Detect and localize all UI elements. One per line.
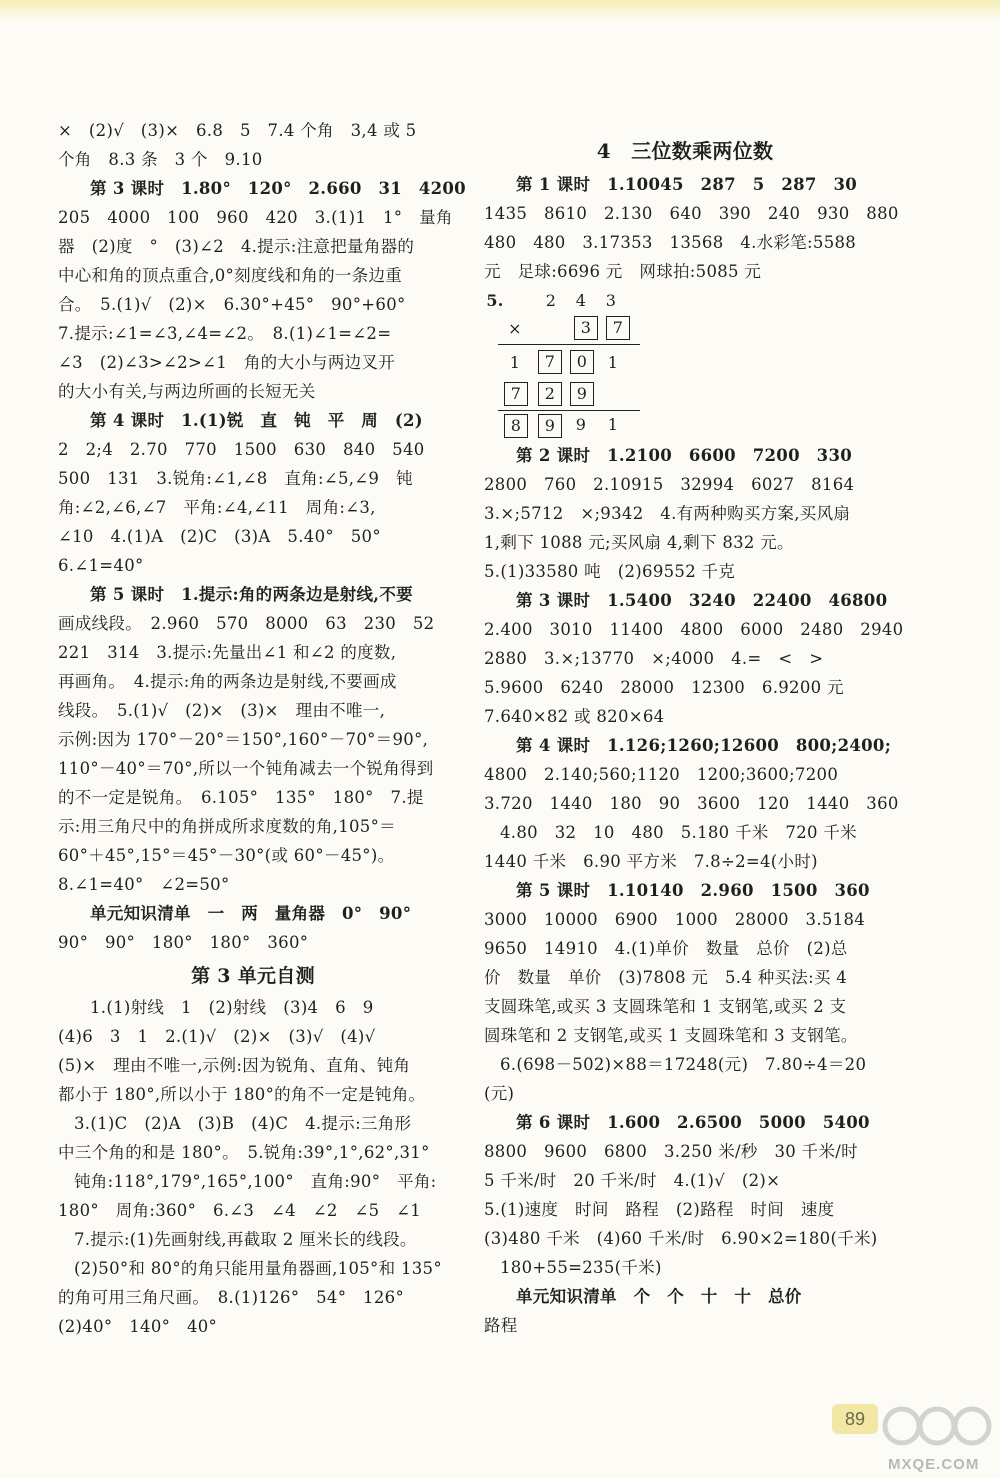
answer-line: 7.提示:(1)先画射线,再截取 2 厘米长的线段。 <box>74 1230 417 1249</box>
rule-line <box>498 410 640 411</box>
answer-line: 5.9600 6240 28000 12300 6.9200 元 <box>484 678 844 697</box>
answer-line: 480 480 3.17353 13568 4.水彩笔:5588 <box>484 233 857 252</box>
digit: 1 <box>607 353 619 372</box>
answer-line: 3.720 1440 180 90 3600 120 1440 360 <box>484 794 899 813</box>
digit: 4 <box>575 291 587 310</box>
answer-line: 示例:因为 170°－20°＝150°,160°－70°＝90°, <box>58 730 429 749</box>
answer-line: 205 4000 100 960 420 3.(1)1 1° 量角 <box>58 208 453 227</box>
digit: 2 <box>545 291 557 310</box>
unit-summary-line: 单元知识清单 个 个 十 十 总价 <box>516 1287 802 1306</box>
answer-line: 3.(1)C (2)A (3)B (4)C 4.提示:三角形 <box>74 1114 412 1133</box>
digit-box: 7 <box>538 350 562 374</box>
answer-line: 中心和角的顶点重合,0°刻度线和角的一条边重 <box>58 266 403 285</box>
digit-box: 3 <box>574 316 598 340</box>
answer-line: 画成线段。 2.960 570 8000 63 230 52 <box>58 614 435 633</box>
answer-line: 4800 2.140;560;1120 1200;3600;7200 <box>484 765 839 784</box>
answer-line: 都小于 180°,所以小于 180°的角不一定是钝角。 <box>58 1085 426 1104</box>
answer-line: 圆珠笔和 2 支钢笔,或买 1 支圆珠笔和 3 支钢笔。 <box>484 1026 858 1045</box>
times-sign: × <box>508 319 522 338</box>
digit-box: 9 <box>538 414 562 438</box>
answer-line: 器 (2)度 ° (3)∠2 4.提示:注意把量角器的 <box>58 237 415 256</box>
digit-box: 7 <box>606 316 630 340</box>
watermark-text: MXQE.COM <box>888 1456 980 1473</box>
answer-line: 180° 周角:360° 6.∠3 ∠4 ∠2 ∠5 ∠1 <box>58 1201 422 1220</box>
vertical-multiplication <box>484 290 886 435</box>
section-title: 第 3 单元自测 <box>191 965 315 987</box>
answer-line: 元 足球:6696 元 网球拍:5085 元 <box>484 262 762 281</box>
answer-line: 110°－40°＝70°,所以一个钝角减去一个锐角得到 <box>58 759 434 778</box>
answer-line: 线段。 5.(1)√ (2)× (3)× 理由不唯一, <box>58 701 386 720</box>
left-column <box>58 116 466 1341</box>
answer-line: 180+55=235(千米) <box>500 1258 662 1277</box>
digit-box: 2 <box>538 382 562 406</box>
answer-line: 90° 90° 180° 180° 360° <box>58 933 309 952</box>
answer-line: 1440 千米 6.90 平方米 7.8÷2=4(小时) <box>484 852 818 871</box>
answer-line: (4)6 3 1 2.(1)√ (2)× (3)√ (4)√ <box>58 1027 376 1046</box>
answer-line: 合。 5.(1)√ (2)× 6.30°+45° 90°+60° <box>58 295 406 314</box>
answer-line: 价 数量 单价 (3)7808 元 5.4 种买法:买 4 <box>484 968 848 987</box>
lesson-3-line: 第 3 课时 1.5400 3240 22400 46800 <box>516 591 888 610</box>
answer-line: ∠3 (2)∠3>∠2>∠1 角的大小与两边叉开 <box>58 353 396 372</box>
answer-line: 1,剩下 1088 元;买风扇 4,剩下 832 元。 <box>484 533 794 552</box>
answer-line: (3)480 千米 (4)60 千米/时 6.90×2=180(千米) <box>484 1229 878 1248</box>
answer-line: (5)× 理由不唯一,示例:因为锐角、直角、钝角 <box>58 1056 411 1075</box>
answer-line: 中三个角的和是 180°。 5.锐角:39°,1°,62°,31° <box>58 1143 430 1162</box>
answer-line: 5.(1)33580 吨 (2)69552 千克 <box>484 562 736 581</box>
page-number: 89 <box>832 1404 878 1434</box>
answer-line: 2.400 3010 11400 4800 6000 2480 2940 <box>484 620 904 639</box>
answer-line: 钝角:118°,179°,165°,100° 直角:90° 平角: <box>74 1172 437 1191</box>
digit: 9 <box>575 415 587 434</box>
lesson-2-line: 第 2 课时 1.2100 6600 7200 330 <box>516 446 853 465</box>
answer-line: 的大小有关,与两边所画的长短无关 <box>58 382 316 401</box>
answer-line: 6.(698－502)×88＝17248(元) 7.80÷4＝20 <box>500 1055 867 1074</box>
answer-line: 8800 9600 6800 3.250 米/秒 30 千米/时 <box>484 1142 858 1161</box>
unit-summary-line: 单元知识清单 一 两 量角器 0° 90° <box>90 904 412 923</box>
answer-line: 2880 3.×;13770 ×;4000 4.= < > <box>484 649 824 668</box>
page-top-edge <box>0 0 1000 22</box>
answer-line: 7.提示:∠1=∠3,∠4=∠2。 8.(1)∠1=∠2= <box>58 324 392 343</box>
digit: 1 <box>607 415 619 434</box>
lesson-5-line: 第 5 课时 1.10140 2.960 1500 360 <box>516 881 870 900</box>
digit: 1 <box>509 353 521 372</box>
answer-line: 示:用三角尺中的角拼成所求度数的角,105°＝ <box>58 817 396 836</box>
answer-line: 1435 8610 2.130 640 390 240 930 880 <box>484 204 899 223</box>
answer-line: 60°＋45°,15°＝45°－30°(或 60°－45°)。 <box>58 846 395 865</box>
answer-line: 9650 14910 4.(1)单价 数量 总价 (2)总 <box>484 939 848 958</box>
answer-line: 5 千米/时 20 千米/时 4.(1)√ (2)× <box>484 1171 781 1190</box>
lesson-1-line: 第 1 课时 1.10045 287 5 287 30 <box>516 175 858 194</box>
digit-box: 7 <box>504 382 528 406</box>
lesson-6-line: 第 6 课时 1.600 2.6500 5000 5400 <box>516 1113 870 1132</box>
answer-line: 3.×;5712 ×;9342 4.有两种购买方案,买风扇 <box>484 504 851 523</box>
answer-line: 5.(1)速度 时间 路程 (2)路程 时间 速度 <box>484 1200 835 1219</box>
lesson-4-line: 第 4 课时 1.126;1260;12600 800;2400; <box>516 736 892 755</box>
right-column <box>484 116 904 1340</box>
answer-line: 2 2;4 2.70 770 1500 630 840 540 <box>58 440 425 459</box>
answer-line: 3000 10000 6900 1000 28000 3.5184 <box>484 910 866 929</box>
answer-line: 的不一定是锐角。 6.105° 135° 180° 7.提 <box>58 788 424 807</box>
digit: 3 <box>605 291 617 310</box>
lesson-4-line: 第 4 课时 1.(1)锐 直 钝 平 周 (2) <box>90 411 423 430</box>
answer-line: 8.∠1=40° ∠2=50° <box>58 875 230 894</box>
digit-box: 9 <box>570 382 594 406</box>
answer-line: 的角可用三角尺画。 8.(1)126° 54° 126° <box>58 1288 404 1307</box>
answer-line: 6.∠1=40° <box>58 556 144 575</box>
lesson-5-line: 第 5 课时 1.提示:角的两条边是射线,不要 <box>90 585 413 604</box>
answer-line: 1.(1)射线 1 (2)射线 (3)4 6 9 <box>90 998 374 1017</box>
answer-line: (2)50°和 80°的角只能用量角器画,105°和 135° <box>74 1259 442 1278</box>
digit-box: 8 <box>504 414 528 438</box>
answer-line: (2)40° 140° 40° <box>58 1317 218 1336</box>
answer-line: 500 131 3.锐角:∠1,∠8 直角:∠5,∠9 钝 <box>58 469 413 488</box>
answer-line: 支圆珠笔,或买 3 支圆珠笔和 1 支钢笔,或买 2 支 <box>484 997 847 1016</box>
answer-line: 路程 <box>484 1316 518 1335</box>
answer-line: × (2)√ (3)× 6.8 5 7.4 个角 3,4 或 5 <box>58 121 417 140</box>
rule-line <box>498 344 640 345</box>
digit-box: 0 <box>570 350 594 374</box>
answer-line: 角:∠2,∠6,∠7 平角:∠4,∠11 周角:∠3, <box>58 498 376 517</box>
lesson-3-line: 第 3 课时 1.80° 120° 2.660 31 4200 <box>90 179 466 198</box>
chapter-title: 4 三位数乘两位数 <box>596 139 774 163</box>
answer-line: 7.640×82 或 820×64 <box>484 707 665 726</box>
answer-line: 再画角。 4.提示:角的两条边是射线,不要画成 <box>58 672 397 691</box>
answer-line: 2800 760 2.10915 32994 6027 8164 <box>484 475 855 494</box>
question-number: 5. <box>486 291 504 310</box>
answer-line: (元) <box>484 1084 515 1103</box>
answer-line: ∠10 4.(1)A (2)C (3)A 5.40° 50° <box>58 527 381 546</box>
answer-line: 221 314 3.提示:先量出∠1 和∠2 的度数, <box>58 643 397 662</box>
answer-line: 个角 8.3 条 3 个 9.10 <box>58 150 263 169</box>
answer-line: 4.80 32 10 480 5.180 千米 720 千米 <box>500 823 857 842</box>
